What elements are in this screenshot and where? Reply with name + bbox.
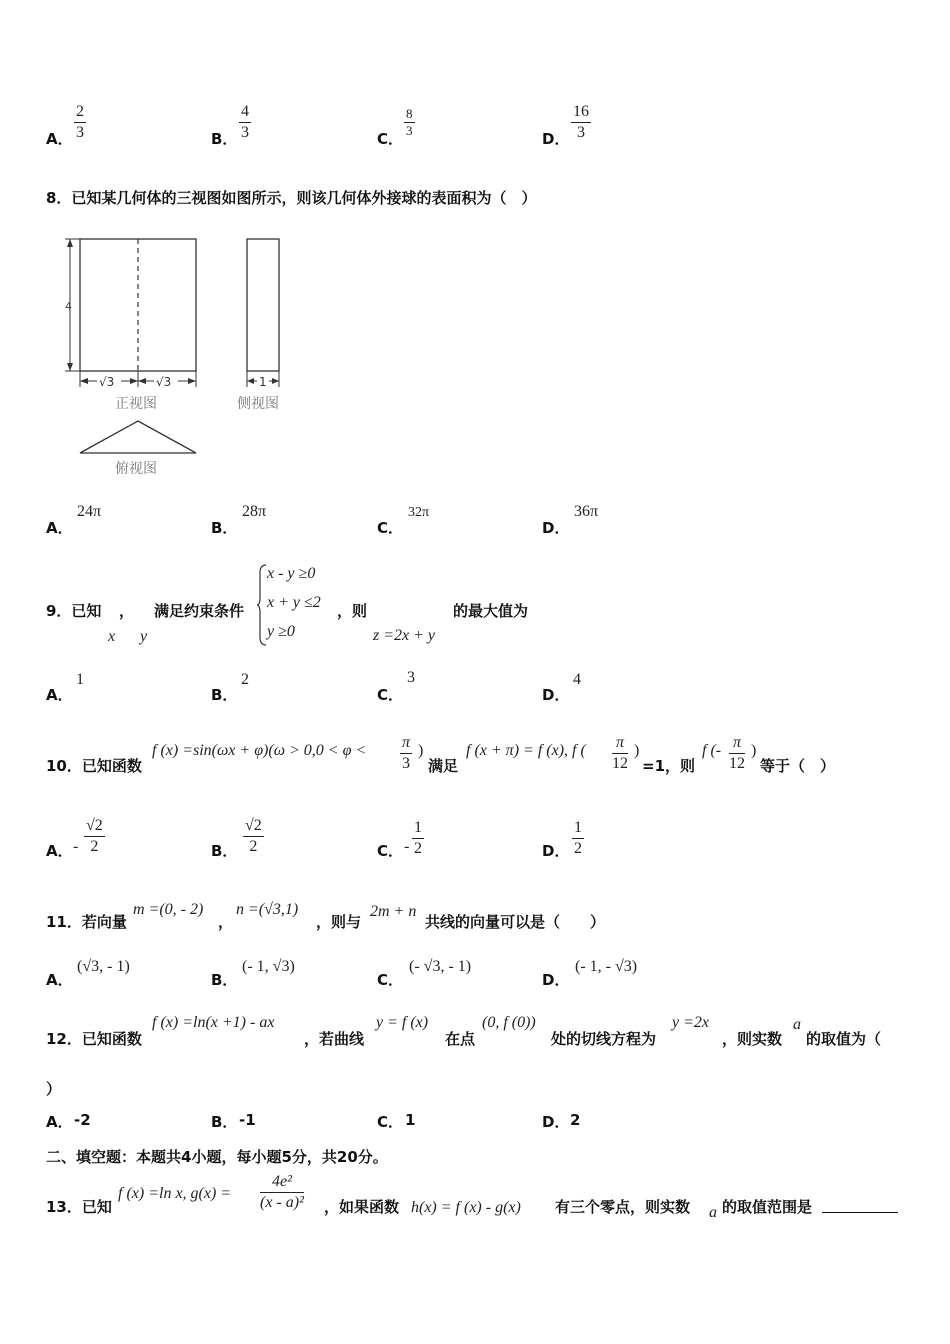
q9-stem-a: 9．已知 [46,602,102,620]
q10-cond-frac-num: π [612,733,628,754]
arrow-left-icon [247,378,254,384]
q8-option-a-label: A． [46,519,73,537]
q7-option-d-fraction [571,102,591,143]
q9-option-a-value: 1 [76,671,84,688]
q12-stem-d: 处的切线方程为 [551,1030,657,1048]
q9-option-b-value: 2 [241,671,249,688]
arrow-right-icon [188,378,196,384]
q7-option-d-label: D． [542,130,570,148]
side-view-rect [247,239,279,371]
q12-stem-c: 在点 [445,1030,476,1048]
arrow-left-icon [138,378,146,384]
q11-option-a-label: A． [46,971,73,989]
q11-comma: ， [218,913,234,931]
q8-option-c-value: 32π [408,505,430,520]
q8-stem: 8．已知某几何体的三视图如图所示，则该几何体外接球的表面积为（ ） [46,189,537,207]
top-view-triangle [80,421,196,453]
q7-option-c-label: C． [377,130,404,148]
q8-option-c-label: C． [377,519,404,537]
q10-option-d-num: 1 [572,818,584,839]
q9-option-d-value: 4 [573,671,581,688]
q10-option-c-sign: - [404,838,410,855]
q10-stem-c: =1，则 [642,757,696,775]
q8-option-a-value: 24π [77,503,102,520]
q12-stem-f: 的取值为（ [806,1030,882,1048]
q9-option-c-label: C． [377,686,404,704]
q11-option-d-label: D． [542,971,570,989]
q7-option-d-num: 16 [571,102,591,123]
q10-func-fraction [400,733,412,774]
q10-stem-d: 等于（ ） [760,757,836,775]
q11-option-c-label: C． [377,971,404,989]
q7-option-b-fraction [239,102,251,143]
q13-h: h(x) = f (x) - g(x) [411,1199,521,1216]
q12-curve: y = f (x) [376,1014,429,1031]
q10-ask-frac-den: 12 [729,755,745,772]
q12-point: (0, f (0)) [482,1014,536,1031]
q10-option-a-num: √2 [84,816,105,837]
q10-option-c-fraction [412,818,424,859]
q12-option-c-label: C． [377,1113,404,1131]
q9-stem-d: 的最大值为 [453,602,529,620]
q10-option-a-sign: - [73,838,79,855]
q12-option-d-label: D． [542,1113,570,1131]
q10-option-b-label: B． [211,842,238,860]
q9-target: z =2x + y [373,627,436,644]
q11-expr: 2m + n [370,903,417,920]
q13-stem-b: ，如果函数 [324,1198,400,1216]
q7-option-c-den: 3 [406,123,413,138]
q13-frac-den: (x - a)² [260,1194,304,1211]
arrow-up-icon [67,239,73,247]
side-width-label: 1 [259,375,267,389]
q12-tangent: y =2x [672,1014,709,1031]
q7-option-b-den: 3 [241,124,249,141]
q9-option-d-label: D． [542,686,570,704]
q10-func-frac-num: π [400,733,412,754]
q11-stem-b: ，则与 [316,913,362,931]
q7-option-a-num: 2 [74,102,86,123]
q12-stem-e: ，则实数 [722,1030,783,1048]
q12-option-c-value: 1 [405,1111,416,1129]
q9-constraint-2: x + y ≤2 [267,594,321,611]
q9-var-x: x [108,628,116,645]
width-label-right: √3 [156,375,172,389]
q9-comma: ， [119,602,135,620]
q9-option-a-label: A． [46,686,73,704]
q11-stem-c: 共线的向量可以是（ ） [425,913,606,931]
q8-option-d-value: 36π [574,503,599,520]
q13-func: f (x) =ln x, g(x) = [118,1185,232,1202]
q10-cond-frac-den: 12 [612,755,628,772]
q10-option-d-fraction [572,818,584,859]
q9-stem-b: 满足约束条件 [154,602,245,620]
q7-option-b-label: B． [211,130,238,148]
q12-option-d-value: 2 [570,1111,581,1129]
q12-option-b-label: B． [211,1113,238,1131]
q13-var-a: a [709,1204,717,1221]
q10-option-a-fraction [84,816,105,857]
q13-fraction [260,1172,304,1213]
q10-ask: f (- [702,742,722,759]
q11-vec-m: m =(0, - 2) [133,901,204,918]
q10-option-b-fraction [243,816,264,857]
q8-option-d-label: D． [542,519,570,537]
q10-ask-fraction [729,733,745,774]
q12-stem-g: ） [46,1080,62,1098]
q8-three-view-figure [55,225,305,485]
q7-option-d-den: 3 [577,124,585,141]
q10-option-a-den: 2 [90,838,99,855]
section-2-heading: 二、填空题：本题共4小题，每小题5分，共20分。 [46,1148,388,1166]
q12-var-a: a [793,1016,801,1033]
q13-stem-c: 有三个零点，则实数 [555,1198,691,1216]
q7-option-a-fraction [74,102,86,143]
q11-option-c-value: (- √3, - 1) [409,958,472,975]
q10-option-c-label: C． [377,842,404,860]
q12-option-b-value: -1 [239,1111,256,1129]
q9-option-b-label: B． [211,686,238,704]
q11-vec-n: n =(√3,1) [236,901,299,918]
q12-option-a-value: -2 [74,1111,91,1129]
q10-option-c-den: 2 [414,840,422,857]
q8-option-b-label: B． [211,519,238,537]
width-label-left: √3 [99,375,115,389]
q10-ask-frac-num: π [729,733,745,754]
q8-option-b-value: 28π [242,503,267,520]
q11-option-b-label: B． [211,971,238,989]
height-label: 4 [65,300,72,313]
q10-func: f (x) =sin(ωx + φ)(ω > 0,0 < φ < [152,742,367,759]
q10-option-d-label: D． [542,842,570,860]
q10-option-a-label: A． [46,842,73,860]
q11-option-a-value: (√3, - 1) [77,958,130,975]
q10-option-b-num: √2 [243,816,264,837]
q7-option-b-num: 4 [239,102,251,123]
q9-option-c-value: 3 [407,669,415,686]
q11-stem-a: 11．若向量 [46,913,127,931]
q10-option-b-den: 2 [249,838,258,855]
q7-option-c-fraction [404,106,415,139]
q10-func-frac-den: 3 [402,755,410,772]
q13-stem-a: 13．已知 [46,1198,112,1216]
q13-frac-num: 4e² [260,1172,304,1193]
q13-answer-blank [822,1198,898,1213]
q7-option-c-num: 8 [406,106,413,121]
q9-constraint-1: x - y ≥0 [267,565,316,582]
q9-constraint-3: y ≥0 [267,623,295,640]
arrow-right-icon [272,378,279,384]
q11-option-d-value: (- 1, - √3) [575,958,638,975]
arrow-down-icon [67,363,73,371]
q9-stem-c: ，则 [337,602,368,620]
q10-stem-a: 10．已知函数 [46,757,142,775]
q7-option-a-den: 3 [76,124,84,141]
side-view-caption: 侧视图 [237,396,279,412]
q11-option-b-value: (- 1, √3) [242,958,295,975]
q9-var-y: y [140,628,148,645]
q12-option-a-label: A． [46,1113,73,1131]
q10-option-d-den: 2 [574,840,582,857]
q10-stem-b: 满足 [428,757,459,775]
arrow-left-icon [80,378,88,384]
front-view-caption: 正视图 [115,396,157,412]
q10-cond-fraction [612,733,628,774]
q12-func: f (x) =ln(x +1) - ax [152,1014,275,1031]
q13-stem-d: 的取值范围是 [722,1198,813,1216]
q10-cond: f (x + π) = f (x), f ( [466,742,586,759]
arrow-right-icon [130,378,138,384]
top-view-caption: 俯视图 [115,461,157,477]
q12-stem-a: 12．已知函数 [46,1030,142,1048]
q10-option-c-num: 1 [412,818,424,839]
q7-option-a-label: A． [46,130,73,148]
q12-stem-b: ，若曲线 [304,1030,365,1048]
